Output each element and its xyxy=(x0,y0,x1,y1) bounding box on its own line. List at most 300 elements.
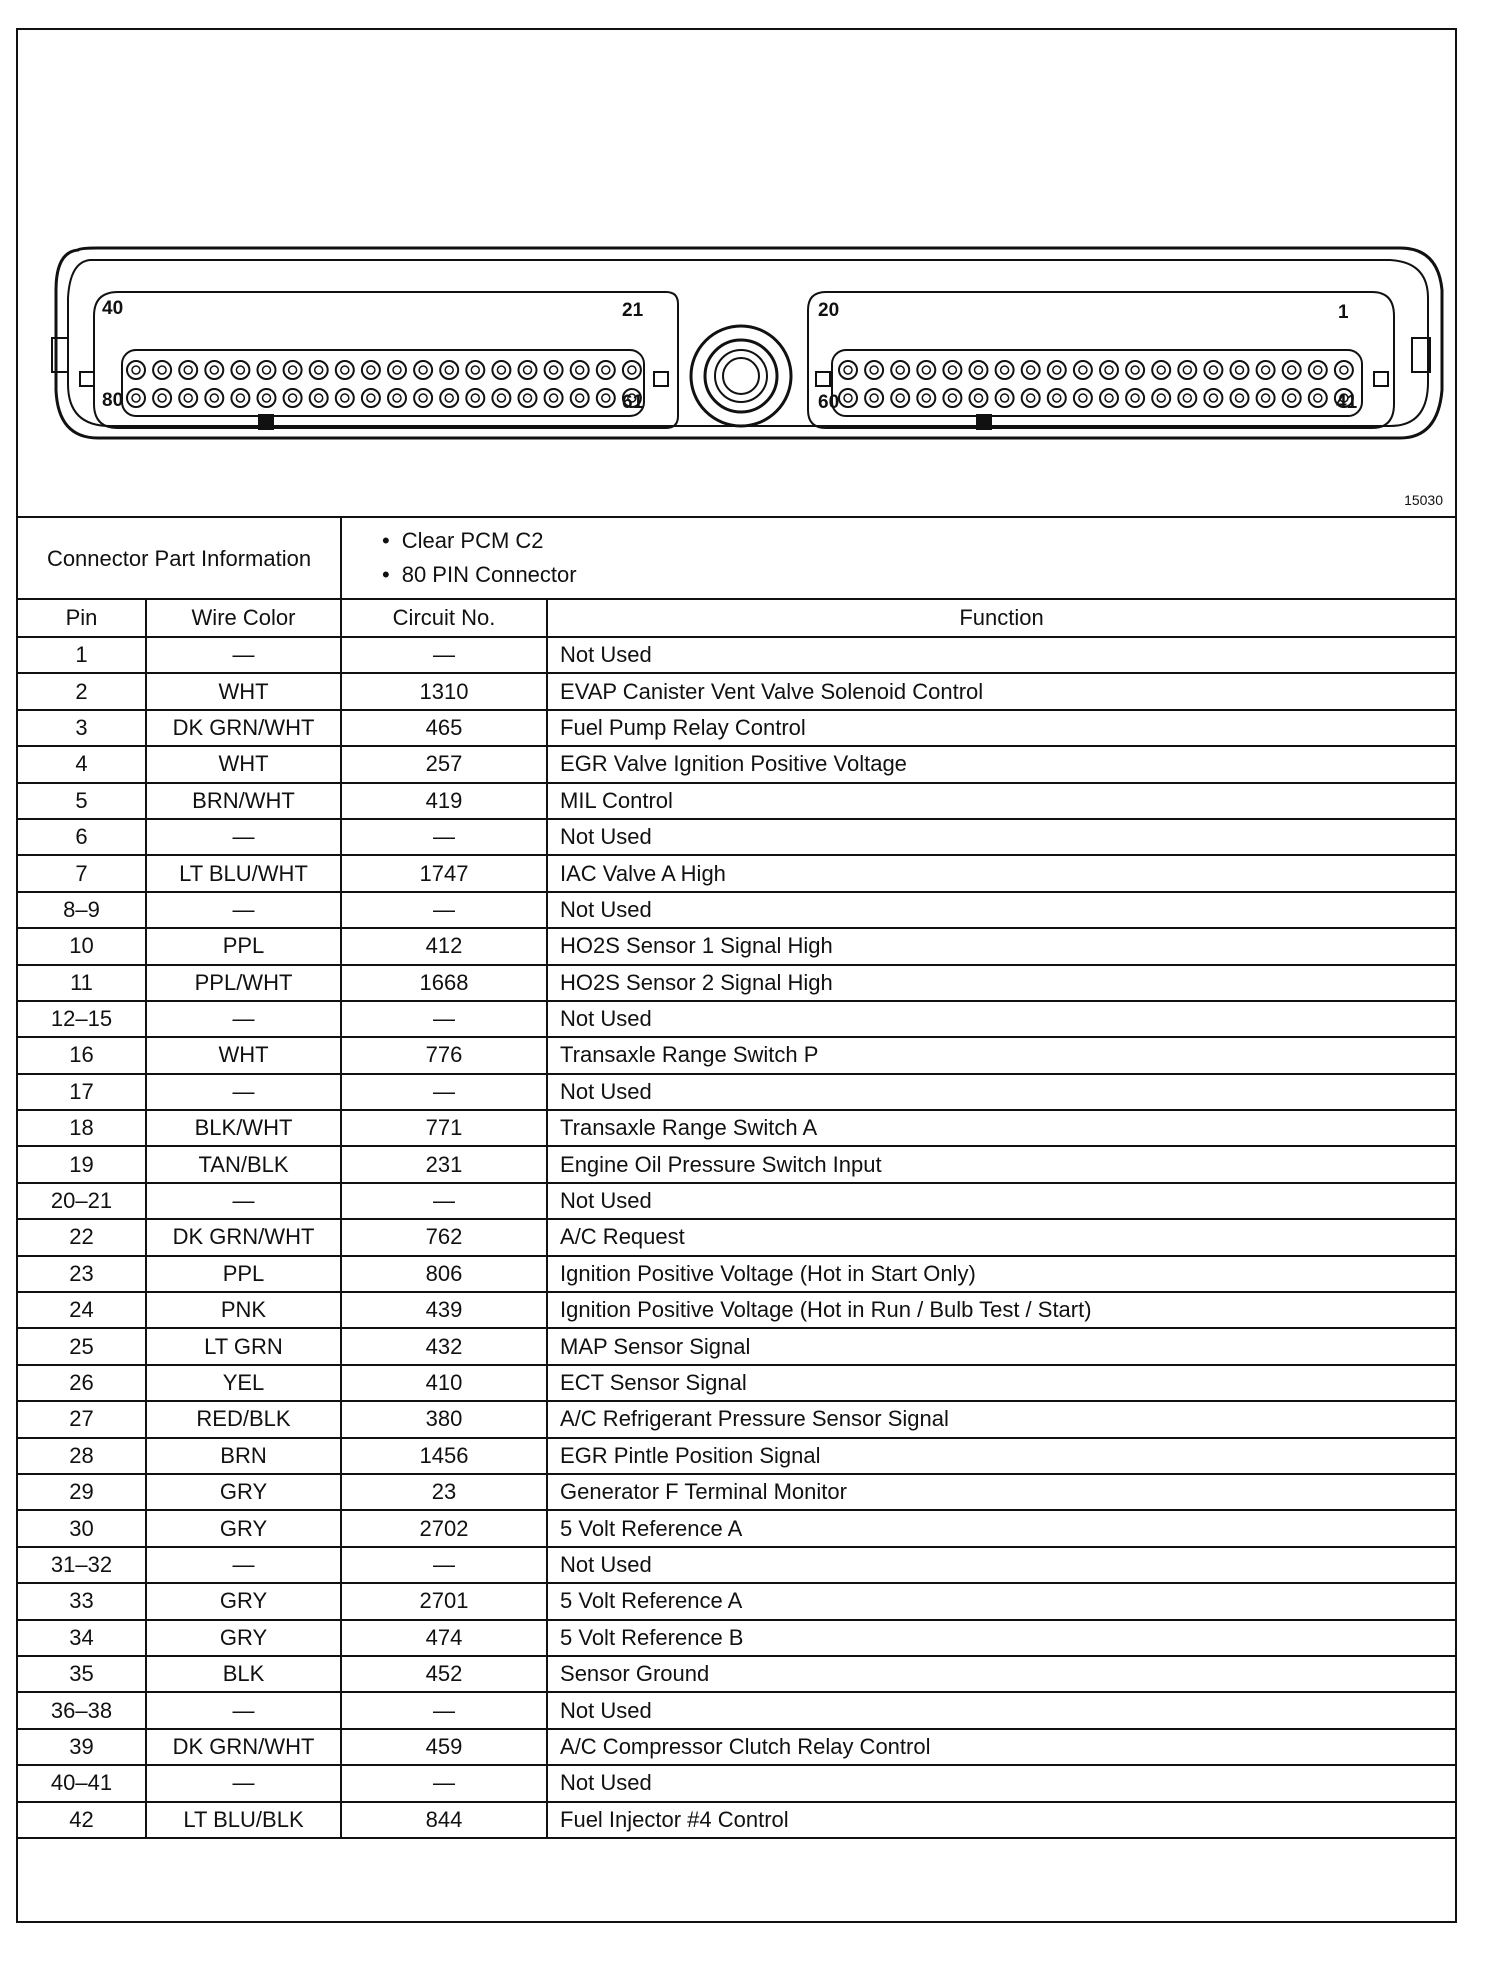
pin-cavity-core xyxy=(948,394,956,402)
pin-cavity-core xyxy=(419,366,427,374)
pin-cavity xyxy=(1204,389,1222,407)
col-header-circuit: Circuit No. xyxy=(341,599,547,637)
pin-cavity xyxy=(891,361,909,379)
pin-cavity-core xyxy=(393,394,401,402)
cell-function: Not Used xyxy=(547,1547,1455,1583)
part-info-item: • Clear PCM C2 xyxy=(382,524,1455,558)
table-row xyxy=(18,746,1455,782)
cell-pin: 7 xyxy=(18,855,146,891)
pin-cavity xyxy=(179,389,197,407)
pinout-sheet xyxy=(16,28,1457,1923)
cell-function: Not Used xyxy=(547,1765,1455,1801)
pin-cavity xyxy=(865,361,883,379)
cell-function: Fuel Injector #4 Control xyxy=(547,1802,1455,1838)
pin-cavity xyxy=(466,389,484,407)
cell-wire-color: — xyxy=(146,1692,341,1728)
pin-cavity-core xyxy=(497,366,505,374)
pin-cavity xyxy=(1074,361,1092,379)
cell-wire-color: WHT xyxy=(146,1037,341,1073)
cell-wire-color: BLK xyxy=(146,1656,341,1692)
cell-wire-color: WHT xyxy=(146,673,341,709)
pin-cavity xyxy=(597,361,615,379)
cell-wire-color: DK GRN/WHT xyxy=(146,1219,341,1255)
cell-function: IAC Valve A High xyxy=(547,855,1455,891)
cell-wire-color: — xyxy=(146,1547,341,1583)
cell-function: Fuel Pump Relay Control xyxy=(547,710,1455,746)
pin-cavity-core xyxy=(419,394,427,402)
table-row xyxy=(18,637,1455,673)
cell-circuit: 380 xyxy=(341,1401,547,1437)
cell-wire-color: — xyxy=(146,892,341,928)
cell-pin: 19 xyxy=(18,1146,146,1182)
cell-function: A/C Request xyxy=(547,1219,1455,1255)
pin-cavity-core xyxy=(1209,394,1217,402)
cell-wire-color: — xyxy=(146,637,341,673)
pin-cavity xyxy=(1048,361,1066,379)
pin-cavity-core xyxy=(315,394,323,402)
cell-function: Ignition Positive Voltage (Hot in Start Only) xyxy=(547,1256,1455,1292)
left-polarity-mark xyxy=(258,414,274,430)
pin-cavity-core xyxy=(896,394,904,402)
pin-cavity xyxy=(1178,361,1196,379)
pin-cavity-core xyxy=(896,366,904,374)
pin-cavity-core xyxy=(1053,394,1061,402)
pin-cavity-core xyxy=(1157,394,1165,402)
left-inner-notch xyxy=(654,372,668,386)
pin-cavity-core xyxy=(602,366,610,374)
table-row xyxy=(18,1474,1455,1510)
cell-circuit: 257 xyxy=(341,746,547,782)
cell-circuit: 1456 xyxy=(341,1438,547,1474)
side-tab-left xyxy=(52,338,68,372)
pin-cavity xyxy=(1126,361,1144,379)
cell-function: Not Used xyxy=(547,1001,1455,1037)
pin-cavity-core xyxy=(158,366,166,374)
pin-cavity xyxy=(519,389,537,407)
pin-cavity xyxy=(1022,361,1040,379)
label-pin-20: 20 xyxy=(818,300,840,321)
cell-function: HO2S Sensor 1 Signal High xyxy=(547,928,1455,964)
cell-circuit: — xyxy=(341,1074,547,1110)
cell-circuit: 2701 xyxy=(341,1583,547,1619)
pin-cavity-core xyxy=(236,366,244,374)
pin-cavity xyxy=(440,361,458,379)
pin-cavity-core xyxy=(870,394,878,402)
pin-cavity-core xyxy=(524,394,532,402)
cell-circuit: — xyxy=(341,892,547,928)
cell-pin: 23 xyxy=(18,1256,146,1292)
pin-cavity xyxy=(231,361,249,379)
pin-cavity xyxy=(1204,361,1222,379)
pin-cavity-core xyxy=(844,366,852,374)
cell-wire-color: YEL xyxy=(146,1365,341,1401)
table-row xyxy=(18,1729,1455,1765)
figure-id: 15030 xyxy=(1404,492,1443,508)
pin-cavity-core xyxy=(289,366,297,374)
pin-cavity xyxy=(970,389,988,407)
pin-cavity-core xyxy=(1288,366,1296,374)
cell-wire-color: GRY xyxy=(146,1510,341,1546)
pin-cavity-core xyxy=(1340,366,1348,374)
cell-wire-color: GRY xyxy=(146,1620,341,1656)
pin-cavity-core xyxy=(341,366,349,374)
pin-cavity xyxy=(1022,389,1040,407)
table-row xyxy=(18,1765,1455,1801)
pin-cavity xyxy=(284,389,302,407)
cell-circuit: — xyxy=(341,1183,547,1219)
center-boss-ring-3 xyxy=(723,358,759,394)
cell-function: Not Used xyxy=(547,819,1455,855)
pin-cavity xyxy=(414,361,432,379)
cell-circuit: 412 xyxy=(341,928,547,964)
pinout-table xyxy=(18,516,1455,1839)
pin-cavity xyxy=(839,389,857,407)
label-pin-40: 40 xyxy=(102,298,124,319)
table-row xyxy=(18,1510,1455,1546)
pin-cavity xyxy=(519,361,537,379)
label-pin-1: 1 xyxy=(1338,302,1349,323)
cell-pin: 12–15 xyxy=(18,1001,146,1037)
pin-cavity xyxy=(996,389,1014,407)
pin-cavity xyxy=(571,361,589,379)
left-pin-field xyxy=(122,350,644,416)
cell-pin: 33 xyxy=(18,1583,146,1619)
pin-cavity-core xyxy=(367,394,375,402)
cell-wire-color: — xyxy=(146,1001,341,1037)
right-polarity-mark xyxy=(976,414,992,430)
pin-cavity-core xyxy=(471,366,479,374)
cell-function: ECT Sensor Signal xyxy=(547,1365,1455,1401)
pin-cavity xyxy=(179,361,197,379)
cell-function: MAP Sensor Signal xyxy=(547,1328,1455,1364)
pin-cavity-core xyxy=(263,394,271,402)
table-row xyxy=(18,1074,1455,1110)
pin-cavity xyxy=(917,389,935,407)
pin-cavity-core xyxy=(628,366,636,374)
cell-function: HO2S Sensor 2 Signal High xyxy=(547,965,1455,1001)
pin-cavity xyxy=(943,361,961,379)
cell-pin: 34 xyxy=(18,1620,146,1656)
cell-function: MIL Control xyxy=(547,783,1455,819)
table-row xyxy=(18,1292,1455,1328)
cell-pin: 26 xyxy=(18,1365,146,1401)
pin-cavity-core xyxy=(1262,394,1270,402)
pin-cavity xyxy=(414,389,432,407)
pin-cavity-core xyxy=(1079,366,1087,374)
table-row xyxy=(18,1438,1455,1474)
cell-function: Not Used xyxy=(547,637,1455,673)
cell-circuit: 771 xyxy=(341,1110,547,1146)
cell-pin: 18 xyxy=(18,1110,146,1146)
pin-cavity xyxy=(1048,389,1066,407)
cell-wire-color: — xyxy=(146,1765,341,1801)
pin-cavity xyxy=(127,389,145,407)
cell-wire-color: DK GRN/WHT xyxy=(146,710,341,746)
cell-function: Not Used xyxy=(547,1183,1455,1219)
table-row xyxy=(18,1547,1455,1583)
pin-cavity xyxy=(336,389,354,407)
cell-circuit: 432 xyxy=(341,1328,547,1364)
pin-cavity xyxy=(1283,389,1301,407)
cell-wire-color: WHT xyxy=(146,746,341,782)
cell-function: Transaxle Range Switch A xyxy=(547,1110,1455,1146)
pin-cavity xyxy=(1100,361,1118,379)
pin-cavity xyxy=(310,389,328,407)
cell-function: 5 Volt Reference A xyxy=(547,1510,1455,1546)
pin-cavity-core xyxy=(1209,366,1217,374)
cell-pin: 35 xyxy=(18,1656,146,1692)
pin-cavity-core xyxy=(1157,366,1165,374)
pin-cavity xyxy=(388,389,406,407)
left-block-outline xyxy=(94,292,678,428)
cell-pin: 30 xyxy=(18,1510,146,1546)
cell-circuit: 1310 xyxy=(341,673,547,709)
pin-cavity xyxy=(127,361,145,379)
pin-cavity-core xyxy=(1183,394,1191,402)
table-row xyxy=(18,1802,1455,1838)
cell-pin: 40–41 xyxy=(18,1765,146,1801)
pin-cavity-core xyxy=(1288,394,1296,402)
cell-function: A/C Compressor Clutch Relay Control xyxy=(547,1729,1455,1765)
pin-cavity xyxy=(1335,361,1353,379)
cell-wire-color: BRN/WHT xyxy=(146,783,341,819)
pin-cavity-core xyxy=(975,366,983,374)
pin-cavity-core xyxy=(602,394,610,402)
pin-cavity xyxy=(943,389,961,407)
table-row xyxy=(18,1183,1455,1219)
pin-cavity-core xyxy=(210,366,218,374)
pin-cavity xyxy=(258,389,276,407)
pin-cavity xyxy=(839,361,857,379)
cell-circuit: — xyxy=(341,1001,547,1037)
cell-pin: 39 xyxy=(18,1729,146,1765)
cell-circuit: 419 xyxy=(341,783,547,819)
pin-cavity xyxy=(623,361,641,379)
cell-circuit: 1747 xyxy=(341,855,547,891)
label-pin-41: 41 xyxy=(1336,392,1358,413)
cell-pin: 10 xyxy=(18,928,146,964)
pin-cavity xyxy=(205,389,223,407)
pin-cavity-core xyxy=(236,394,244,402)
pin-cavity xyxy=(284,361,302,379)
pin-cavity-core xyxy=(922,366,930,374)
pin-cavity xyxy=(1309,389,1327,407)
pin-cavity xyxy=(205,361,223,379)
pin-cavity-core xyxy=(497,394,505,402)
cell-pin: 16 xyxy=(18,1037,146,1073)
pin-cavity-core xyxy=(1131,366,1139,374)
pin-cavity-core xyxy=(1027,394,1035,402)
pin-cavity xyxy=(597,389,615,407)
cell-pin: 17 xyxy=(18,1074,146,1110)
pin-cavity xyxy=(1231,389,1249,407)
table-row xyxy=(18,1620,1455,1656)
cell-wire-color: — xyxy=(146,1183,341,1219)
part-info-row xyxy=(18,517,1455,599)
part-info-item: • 80 PIN Connector xyxy=(382,558,1455,592)
cell-wire-color: PPL/WHT xyxy=(146,965,341,1001)
pin-cavity-core xyxy=(341,394,349,402)
cell-function: Sensor Ground xyxy=(547,1656,1455,1692)
pin-cavity-core xyxy=(393,366,401,374)
part-info-label: Connector Part Information xyxy=(18,517,341,599)
cell-function: Not Used xyxy=(547,892,1455,928)
cell-wire-color: PPL xyxy=(146,928,341,964)
pin-cavity xyxy=(545,389,563,407)
pin-cavity xyxy=(231,389,249,407)
pin-cavity-core xyxy=(1314,394,1322,402)
label-pin-61: 61 xyxy=(622,392,644,413)
table-row xyxy=(18,855,1455,891)
pin-cavity xyxy=(1126,389,1144,407)
cell-circuit: 1668 xyxy=(341,965,547,1001)
pin-cavity xyxy=(440,389,458,407)
cell-wire-color: LT BLU/WHT xyxy=(146,855,341,891)
cell-pin: 25 xyxy=(18,1328,146,1364)
cell-pin: 24 xyxy=(18,1292,146,1328)
table-row xyxy=(18,673,1455,709)
cell-circuit: 762 xyxy=(341,1219,547,1255)
table-row xyxy=(18,965,1455,1001)
pin-cavity xyxy=(336,361,354,379)
pin-cavity xyxy=(1309,361,1327,379)
cell-wire-color: BLK/WHT xyxy=(146,1110,341,1146)
pin-cavity-core xyxy=(550,394,558,402)
pin-cavity xyxy=(891,389,909,407)
pin-cavity xyxy=(970,361,988,379)
pin-cavity xyxy=(362,361,380,379)
cell-circuit: 452 xyxy=(341,1656,547,1692)
cell-pin: 29 xyxy=(18,1474,146,1510)
cell-wire-color: — xyxy=(146,819,341,855)
pin-cavity-core xyxy=(1236,366,1244,374)
cell-wire-color: RED/BLK xyxy=(146,1401,341,1437)
cell-wire-color: GRY xyxy=(146,1583,341,1619)
pin-cavity xyxy=(545,361,563,379)
table-row xyxy=(18,1365,1455,1401)
pin-cavity-core xyxy=(132,366,140,374)
pin-cavity xyxy=(362,389,380,407)
cell-pin: 20–21 xyxy=(18,1183,146,1219)
cell-pin: 3 xyxy=(18,710,146,746)
cell-circuit: — xyxy=(341,1547,547,1583)
pin-cavity-core xyxy=(524,366,532,374)
table-row xyxy=(18,928,1455,964)
pin-cavity-core xyxy=(1105,366,1113,374)
pin-cavity-core xyxy=(445,366,453,374)
cell-function: Engine Oil Pressure Switch Input xyxy=(547,1146,1455,1182)
table-row xyxy=(18,1001,1455,1037)
pin-cavity xyxy=(917,361,935,379)
pin-cavity-core xyxy=(289,394,297,402)
pin-cavity-core xyxy=(1236,394,1244,402)
cell-pin: 5 xyxy=(18,783,146,819)
cell-pin: 31–32 xyxy=(18,1547,146,1583)
cell-circuit: 23 xyxy=(341,1474,547,1510)
cell-function: Not Used xyxy=(547,1074,1455,1110)
table-row xyxy=(18,1146,1455,1182)
pin-cavity xyxy=(1257,389,1275,407)
pin-cavity xyxy=(1152,389,1170,407)
cell-wire-color: DK GRN/WHT xyxy=(146,1729,341,1765)
pin-cavity-core xyxy=(315,366,323,374)
col-header-function: Function xyxy=(547,599,1455,637)
pin-cavity-core xyxy=(576,394,584,402)
pin-cavity xyxy=(1152,361,1170,379)
cell-pin: 36–38 xyxy=(18,1692,146,1728)
cell-circuit: 776 xyxy=(341,1037,547,1073)
pin-cavity xyxy=(571,389,589,407)
pin-cavity-core xyxy=(1105,394,1113,402)
table-row xyxy=(18,783,1455,819)
table-row xyxy=(18,1328,1455,1364)
pin-cavity-core xyxy=(948,366,956,374)
pin-cavity-core xyxy=(1079,394,1087,402)
cell-circuit: 2702 xyxy=(341,1510,547,1546)
pin-cavity-core xyxy=(922,394,930,402)
cell-pin: 28 xyxy=(18,1438,146,1474)
pin-cavity-core xyxy=(1001,366,1009,374)
cell-pin: 1 xyxy=(18,637,146,673)
pin-cavity-core xyxy=(1131,394,1139,402)
table-row xyxy=(18,1219,1455,1255)
pin-cavity xyxy=(865,389,883,407)
pin-cavity-core xyxy=(1027,366,1035,374)
pin-cavity-core xyxy=(1314,366,1322,374)
header-row xyxy=(18,599,1455,637)
label-pin-80: 80 xyxy=(102,390,124,411)
cell-wire-color: PPL xyxy=(146,1256,341,1292)
pin-cavity xyxy=(466,361,484,379)
label-pin-21: 21 xyxy=(622,300,644,321)
pin-cavity xyxy=(996,361,1014,379)
cell-function: Not Used xyxy=(547,1692,1455,1728)
connector-figure xyxy=(18,30,1455,516)
pin-cavity-core xyxy=(1262,366,1270,374)
cell-wire-color: GRY xyxy=(146,1474,341,1510)
cell-circuit: 231 xyxy=(341,1146,547,1182)
table-row xyxy=(18,1583,1455,1619)
cell-circuit: 459 xyxy=(341,1729,547,1765)
right-inner-notch xyxy=(1374,372,1388,386)
cell-function: 5 Volt Reference A xyxy=(547,1583,1455,1619)
col-header-pin: Pin xyxy=(18,599,146,637)
cell-function: Ignition Positive Voltage (Hot in Run / Bulb Test / Start) xyxy=(547,1292,1455,1328)
right-pin-field xyxy=(832,350,1362,416)
cell-function: EGR Valve Ignition Positive Voltage xyxy=(547,746,1455,782)
pin-cavity-core xyxy=(1001,394,1009,402)
pin-cavity-core xyxy=(184,394,192,402)
pin-cavity xyxy=(1257,361,1275,379)
cell-circuit: 465 xyxy=(341,710,547,746)
cell-pin: 2 xyxy=(18,673,146,709)
part-info-list xyxy=(341,517,1455,599)
table-row xyxy=(18,1401,1455,1437)
cell-function: Transaxle Range Switch P xyxy=(547,1037,1455,1073)
table-row xyxy=(18,1037,1455,1073)
pin-cavity-core xyxy=(576,366,584,374)
pin-cavity-core xyxy=(445,394,453,402)
table-row xyxy=(18,1256,1455,1292)
pin-cavity xyxy=(1231,361,1249,379)
pin-cavity-core xyxy=(158,394,166,402)
pin-cavity-core xyxy=(975,394,983,402)
table-row xyxy=(18,710,1455,746)
pin-cavity-core xyxy=(471,394,479,402)
pin-cavity-core xyxy=(870,366,878,374)
cell-function: 5 Volt Reference B xyxy=(547,1620,1455,1656)
right-block-outline xyxy=(808,292,1394,428)
